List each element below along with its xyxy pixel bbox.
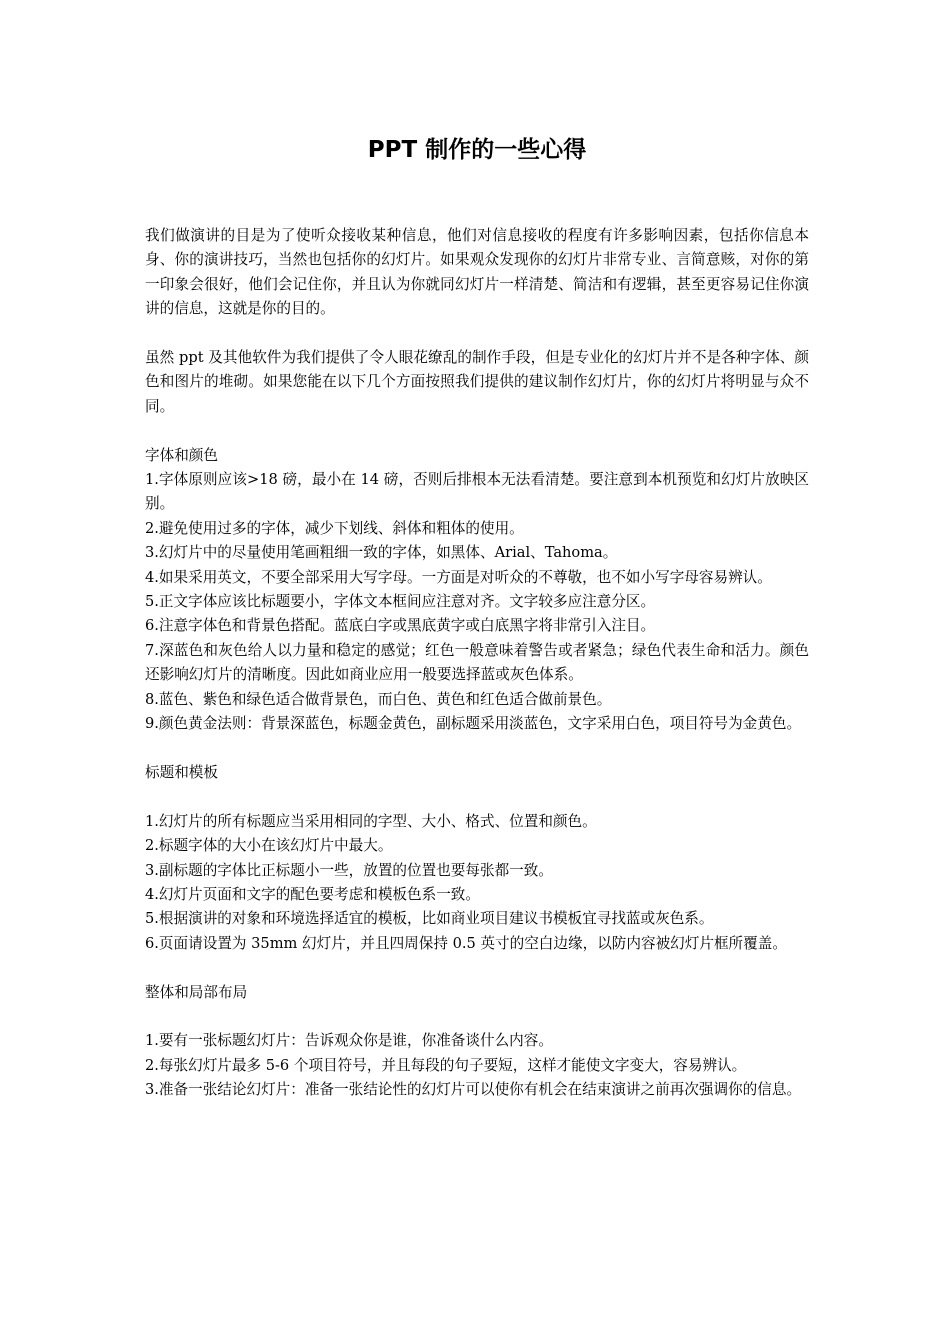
list-item: 5.正文字体应该比标题要小，字体文本框间应注意对齐。文字较多应注意分区。 [145, 593, 656, 611]
list-item: 3.副标题的字体比正标题小一些，放置的位置也要每张都一致。 [145, 861, 553, 879]
list-item: 2.标题字体的大小在该幻灯片中最大。 [145, 837, 393, 855]
list-item: 1.字体原则应该>18 磅，最小在 14 磅，否则后排根本无法看清楚。要注意到本机预览和幻灯片放映区别。 [145, 471, 809, 513]
list-item: 1.幻灯片的所有标题应当采用相同的字型、大小、格式、位置和颜色。 [145, 812, 597, 830]
list-item: 3.幻灯片中的尽量使用笔画粗细一致的字体，如黑体、Arial、Tahoma。 [145, 544, 618, 562]
list-item: 6.页面请设置为 35mm 幻灯片，并且四周保持 0.5 英寸的空白边缘，以防内容被幻灯片框所覆盖。 [145, 934, 787, 952]
list-item: 3.准备一张结论幻灯片：准备一张结论性的幻灯片可以使你有机会在结束演讲之前再次强调你的信息。 [145, 1081, 802, 1099]
spacer [145, 737, 809, 761]
intro-paragraph-1: 我们做演讲的目是为了使听众接收某种信息，他们对信息接收的程度有许多影响因素，包括你信息本身、你的演讲技巧，当然也包括你的幻灯片。如果观众发现你的幻灯片非常专业、言简意赅，对你的第一印象会很好，他们会记住你，并且认为你就同幻灯片一样清楚、简洁和有逻辑，甚至更容易记住你演讲的信息，这就是你的目的。 [145, 227, 809, 318]
spacer [145, 322, 809, 346]
list-item: 9.颜色黄金法则：背景深蓝色，标题金黄色，副标题采用淡蓝色，文字采用白色，项目符号为金黄色。 [145, 715, 802, 733]
list-item: 6.注意字体色和背景色搭配。蓝底白字或黑底黄字或白底黑字将非常引入注目。 [145, 617, 656, 635]
section-heading: 整体和局部布局 [145, 983, 248, 1001]
section-heading: 标题和模板 [145, 763, 218, 781]
section-fonts-colors [145, 444, 809, 737]
document-body [145, 224, 809, 1103]
list-item: 4.如果采用英文，不要全部采用大写字母。一方面是对听众的不尊敬，也不如小写字母容易辨认。 [145, 568, 772, 586]
section-titles-templates [145, 761, 809, 956]
section-heading: 字体和颜色 [145, 446, 218, 464]
list-item: 2.每张幻灯片最多 5-6 个项目符号，并且每段的句子要短，这样才能使文字变大，容易辨认。 [145, 1056, 747, 1074]
spacer [145, 956, 809, 980]
spacer [145, 1005, 809, 1029]
list-item: 8.蓝色、紫色和绿色适合做背景色，而白色、黄色和红色适合做前景色。 [145, 690, 612, 708]
list-item: 1.要有一张标题幻灯片：告诉观众你是谁，你准备谈什么内容。 [145, 1032, 553, 1050]
intro-paragraph-2: 虽然 ppt 及其他软件为我们提供了令人眼花缭乱的制作手段，但是专业化的幻灯片并不是各种字体、颜色和图片的堆砌。如果您能在以下几个方面按照我们提供的建议制作幻灯片，你的幻灯片将明显与众不同。 [145, 349, 809, 415]
list-item: 5.根据演讲的对象和环境选择适宜的模板，比如商业项目建议书模板宜寻找蓝或灰色系。 [145, 910, 714, 928]
section-layout [145, 981, 809, 1103]
spacer [145, 785, 809, 809]
spacer [145, 419, 809, 443]
list-item: 2.避免使用过多的字体，减少下划线、斜体和粗体的使用。 [145, 519, 524, 537]
document-title: PPT 制作的一些心得 [367, 137, 587, 163]
list-item: 7.深蓝色和灰色给人以力量和稳定的感觉；红色一般意味着警告或者紧急；绿色代表生命和活力。颜色还影响幻灯片的清晰度。因此如商业应用一般要选择蓝或灰色体系。 [145, 641, 809, 684]
list-item: 4.幻灯片页面和文字的配色要考虑和模板色系一致。 [145, 885, 480, 903]
